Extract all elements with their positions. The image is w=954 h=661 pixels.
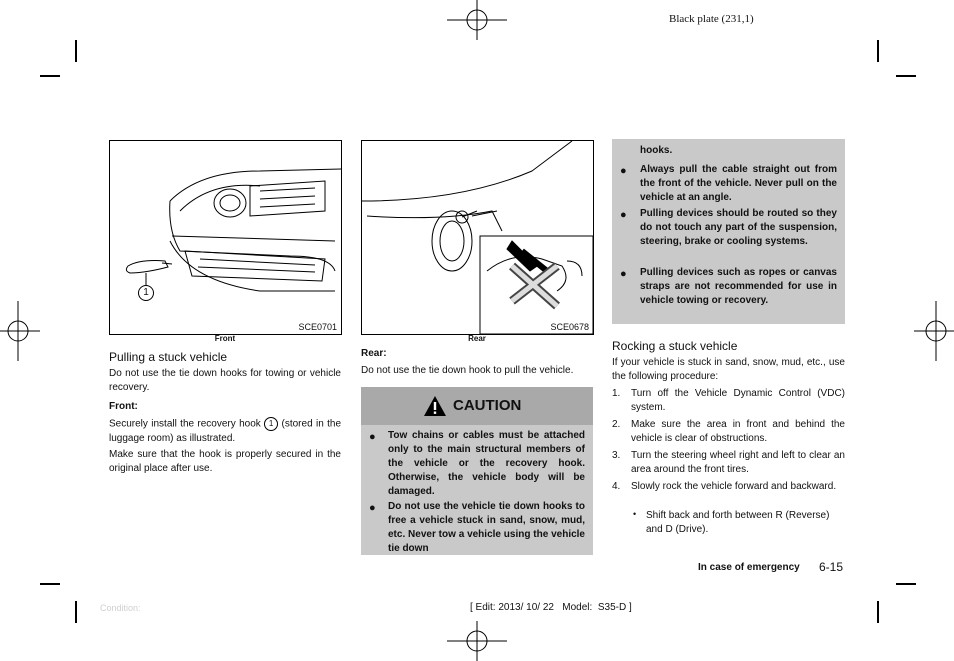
- figure-caption: Front: [214, 334, 236, 343]
- caution-item: Always pull the cable straight out from the front of the vehicle. Never pull on the vehicle at an angle.: [640, 164, 837, 203]
- bullet-dot: ●: [620, 268, 627, 280]
- pulling-intro: Do not use the tie down hooks for towing or vehicle recovery.: [109, 368, 341, 393]
- callout-1-inline: 1: [264, 417, 278, 431]
- figure-code: SCE0701: [298, 322, 337, 332]
- step-text: Make sure the area in front and behind the vehicle is clear of obstructions.: [631, 419, 845, 444]
- front-figure: [109, 140, 342, 335]
- sub-bullet-text: Shift back and forth between R (Reverse) and D (Drive).: [646, 510, 830, 535]
- section-name: In case of emergency: [698, 562, 800, 573]
- secure-text: Make sure that the hook is properly secured in the original place after use.: [109, 449, 341, 474]
- figure-caption: Rear: [468, 334, 486, 343]
- front-bumper-illustration: [110, 141, 341, 334]
- rocking-heading: Rocking a stuck vehicle: [612, 339, 738, 353]
- step-number: 4.: [612, 481, 621, 492]
- pulling-heading: Pulling a stuck vehicle: [109, 350, 228, 364]
- caution-item: Pulling devices such as ropes or canvas straps are not recommended for use in vehicle towing or recovery.: [640, 267, 837, 306]
- front-text-b: (stored in the luggage room) as illustrated.: [109, 418, 342, 444]
- caution-item: Pulling devices should be routed so they do not touch any part of the suspension, steering, brake or cooling systems.: [640, 208, 837, 247]
- bullet-dot: ●: [620, 209, 627, 221]
- rear-label: Rear:: [361, 348, 387, 359]
- caution-box: [361, 387, 593, 555]
- plate-label: Black plate (231,1): [669, 13, 754, 25]
- front-text: [109, 417, 341, 446]
- step-text: Turn the steering wheel right and left to clear an area around the front tires.: [631, 450, 845, 475]
- sub-bullet-dot: •: [633, 509, 637, 519]
- condition-label: Condition:: [100, 603, 141, 613]
- step-text: Slowly rock the vehicle forward and backward.: [631, 481, 837, 492]
- front-text-a: Securely install the recovery hook: [109, 418, 261, 430]
- callout-1: 1: [138, 285, 154, 301]
- bullet-dot: ●: [620, 165, 627, 177]
- rear-text: Do not use the tie down hook to pull the vehicle.: [361, 365, 574, 376]
- rear-figure: [361, 140, 594, 335]
- caution-item: Do not use the vehicle tie down hooks to free a vehicle stuck in sand, snow, mud, etc. Never tow a vehicle using the vehicle tie down: [388, 501, 585, 554]
- rocking-intro: If your vehicle is stuck in sand, snow, mud, etc., use the following procedure:: [612, 357, 845, 382]
- caution-title: CAUTION: [453, 397, 522, 414]
- bullet-dot: ●: [369, 502, 376, 514]
- step-number: 2.: [612, 419, 621, 430]
- edit-info: [ Edit: 2013/ 10/ 22 Model: S35-D ]: [470, 602, 632, 613]
- caution-item: Tow chains or cables must be attached only to the main structural members of the vehicle or the recovery hook. Otherwise, the vehicle body will be damaged.: [388, 430, 585, 497]
- bullet-dot: ●: [369, 431, 376, 443]
- front-label: Front:: [109, 401, 138, 412]
- page-number: 6-15: [819, 560, 844, 574]
- rear-hook-illustration: [362, 141, 593, 334]
- step-number: 1.: [612, 388, 621, 399]
- step-number: 3.: [612, 450, 621, 461]
- step-text: Turn off the Vehicle Dynamic Control (VDC) system.: [631, 388, 845, 413]
- caution-box-continued: [612, 139, 845, 324]
- figure-code: SCE0678: [550, 322, 589, 332]
- warning-icon: [423, 395, 447, 417]
- caution-continued-text: hooks.: [640, 145, 673, 156]
